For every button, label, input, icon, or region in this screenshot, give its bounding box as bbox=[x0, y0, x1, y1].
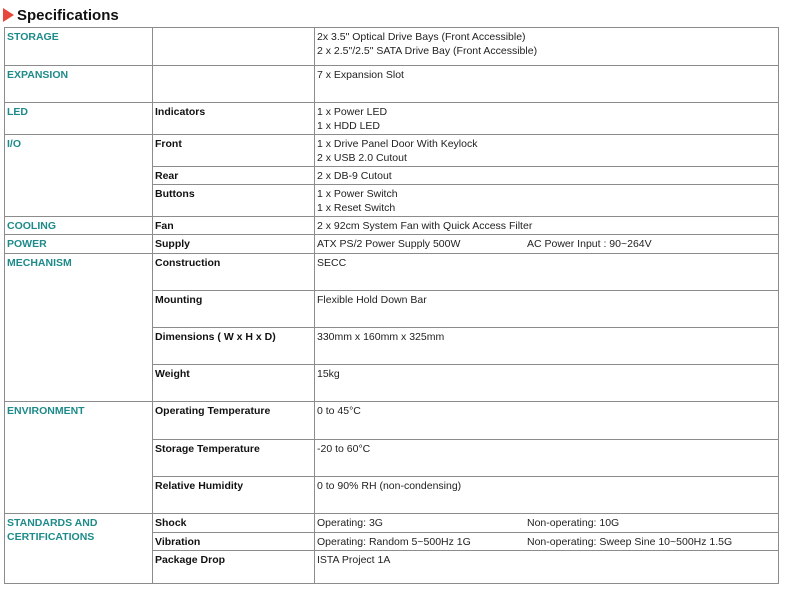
category-cell: MECHANISM bbox=[5, 254, 153, 402]
value-line: 7 x Expansion Slot bbox=[317, 69, 404, 81]
value-cell bbox=[315, 28, 779, 66]
value-cell bbox=[315, 514, 779, 533]
value-line: 0 to 45°C bbox=[317, 405, 361, 417]
value-line: 2 x DB-9 Cutout bbox=[317, 170, 392, 182]
value-secondary: Non-operating: 10G bbox=[527, 517, 620, 529]
table-row bbox=[5, 254, 779, 291]
subcategory-cell: Mounting bbox=[153, 291, 315, 328]
value-line: 2 x USB 2.0 Cutout bbox=[317, 152, 407, 164]
subcategory-cell: Shock bbox=[153, 514, 315, 533]
subcategory-cell: Vibration bbox=[153, 533, 315, 551]
subcategory-cell: Relative Humidity bbox=[153, 477, 315, 514]
value-cell bbox=[315, 477, 779, 514]
value-cell bbox=[315, 551, 779, 584]
subcategory-cell bbox=[153, 28, 315, 66]
subcategory-cell: Buttons bbox=[153, 185, 315, 217]
table-row bbox=[5, 135, 779, 167]
two-column-value bbox=[317, 237, 775, 251]
value-line: 2 x 92cm System Fan with Quick Access Filter bbox=[317, 220, 533, 232]
table-row bbox=[5, 402, 779, 440]
value-cell bbox=[315, 440, 779, 477]
value-cell bbox=[315, 167, 779, 185]
category-cell: STANDARDS AND CERTIFICATIONS bbox=[5, 514, 153, 584]
category-cell: EXPANSION bbox=[5, 66, 153, 103]
value-cell bbox=[315, 235, 779, 254]
subcategory-cell: Indicators bbox=[153, 103, 315, 135]
value-cell bbox=[315, 185, 779, 217]
value-cell bbox=[315, 533, 779, 551]
value-line: 15kg bbox=[317, 368, 340, 380]
value-primary: Operating: Random 5~500Hz 1G bbox=[317, 536, 471, 548]
value-primary: ATX PS/2 Power Supply 500W bbox=[317, 238, 461, 250]
value-line: 2 x 2.5"/2.5" SATA Drive Bay (Front Accessible) bbox=[317, 45, 538, 57]
value-line: 1 x HDD LED bbox=[317, 120, 381, 132]
subcategory-cell: Fan bbox=[153, 217, 315, 235]
subcategory-cell: Weight bbox=[153, 365, 315, 402]
value-secondary: Non-operating: Sweep Sine 10~500Hz 1.5G bbox=[527, 536, 733, 548]
category-cell: ENVIRONMENT bbox=[5, 402, 153, 514]
category-cell: POWER bbox=[5, 235, 153, 254]
table-row bbox=[5, 28, 779, 66]
subcategory-cell: Front bbox=[153, 135, 315, 167]
subcategory-cell: Package Drop bbox=[153, 551, 315, 584]
two-column-value bbox=[317, 516, 775, 530]
value-cell bbox=[315, 135, 779, 167]
value-cell bbox=[315, 103, 779, 135]
value-cell bbox=[315, 254, 779, 291]
category-cell: I/O bbox=[5, 135, 153, 217]
value-line: 1 x Power LED bbox=[317, 106, 388, 118]
value-cell bbox=[315, 328, 779, 365]
value-line: ISTA Project 1A bbox=[317, 554, 391, 566]
category-cell: LED bbox=[5, 103, 153, 135]
value-line: 1 x Drive Panel Door With Keylock bbox=[317, 138, 478, 150]
category-cell: COOLING bbox=[5, 217, 153, 235]
value-cell bbox=[315, 217, 779, 235]
table-row bbox=[5, 514, 779, 533]
value-cell bbox=[315, 66, 779, 103]
value-line: 1 x Reset Switch bbox=[317, 202, 396, 214]
two-column-value bbox=[317, 535, 775, 549]
section-header bbox=[3, 4, 119, 26]
table-row bbox=[5, 235, 779, 254]
value-primary: Operating: 3G bbox=[317, 517, 383, 529]
value-secondary: AC Power Input : 90~264V bbox=[527, 238, 652, 250]
value-line: -20 to 60°C bbox=[317, 443, 371, 455]
section-title: Specifications bbox=[17, 6, 119, 24]
subcategory-cell: Storage Temperature bbox=[153, 440, 315, 477]
table-row bbox=[5, 103, 779, 135]
value-line: 2x 3.5" Optical Drive Bays (Front Accessible) bbox=[317, 31, 526, 43]
subcategory-cell: Dimensions ( W x H x D) bbox=[153, 328, 315, 365]
subcategory-cell: Operating Temperature bbox=[153, 402, 315, 440]
triangle-marker-icon bbox=[3, 8, 14, 22]
subcategory-cell bbox=[153, 66, 315, 103]
specifications-table bbox=[4, 27, 779, 584]
value-line: Flexible Hold Down Bar bbox=[317, 294, 427, 306]
value-line: 0 to 90% RH (non-condensing) bbox=[317, 480, 462, 492]
subcategory-cell: Rear bbox=[153, 167, 315, 185]
value-line: 1 x Power Switch bbox=[317, 188, 398, 200]
value-cell bbox=[315, 291, 779, 328]
table-row bbox=[5, 66, 779, 103]
value-cell bbox=[315, 402, 779, 440]
value-line: 330mm x 160mm x 325mm bbox=[317, 331, 445, 343]
value-line: SECC bbox=[317, 257, 347, 269]
subcategory-cell: Supply bbox=[153, 235, 315, 254]
category-cell: STORAGE bbox=[5, 28, 153, 66]
table-row bbox=[5, 217, 779, 235]
subcategory-cell: Construction bbox=[153, 254, 315, 291]
value-cell bbox=[315, 365, 779, 402]
